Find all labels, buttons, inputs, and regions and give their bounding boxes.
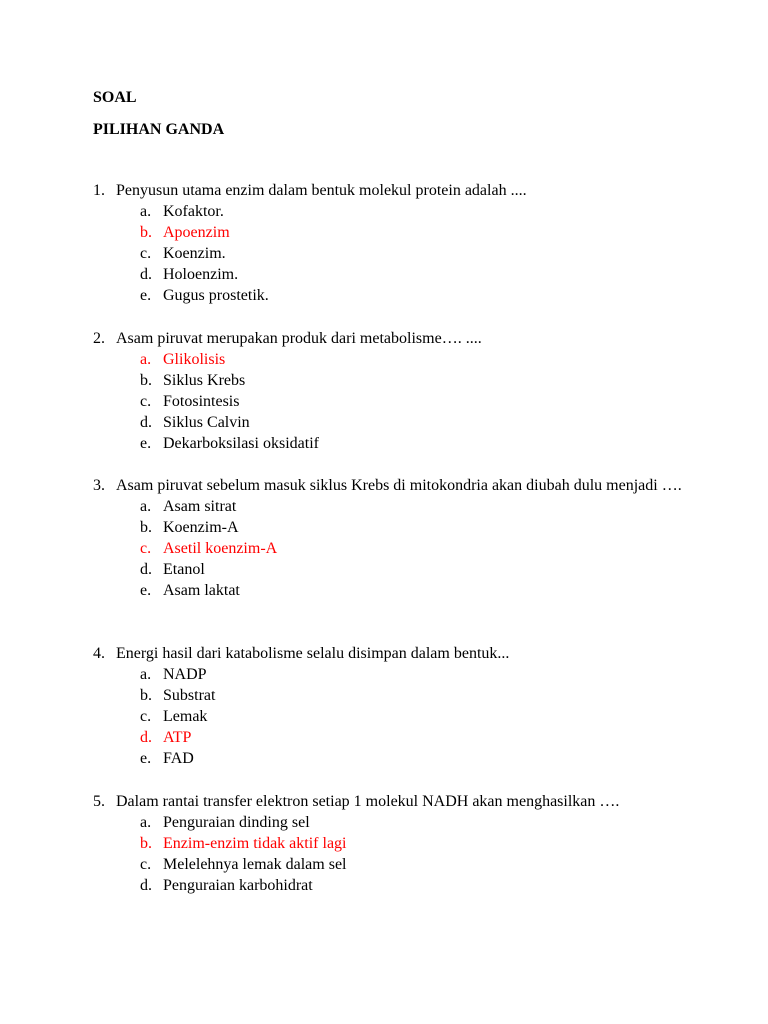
option-text: Asam sitrat xyxy=(163,498,237,515)
option-letter: c. xyxy=(140,856,152,873)
option-list xyxy=(93,812,693,896)
option-text: Kofaktor. xyxy=(163,203,224,220)
option-text: Siklus Krebs xyxy=(163,372,246,389)
option-item xyxy=(93,370,693,391)
option-item xyxy=(93,685,693,706)
option-letter: c. xyxy=(140,393,152,410)
option-item xyxy=(93,748,693,769)
option-letter: e. xyxy=(140,435,152,452)
option-item xyxy=(93,875,693,896)
option-letter: a. xyxy=(140,814,152,831)
option-item xyxy=(93,833,693,854)
option-list xyxy=(93,496,693,601)
option-item xyxy=(93,222,693,243)
option-text: Koenzim. xyxy=(163,245,226,262)
option-letter: c. xyxy=(140,708,152,725)
option-item xyxy=(93,433,693,454)
question-number: 4. xyxy=(93,645,105,662)
question-text-block xyxy=(93,328,693,349)
option-item xyxy=(93,264,693,285)
question-text: Asam piruvat merupakan produk dari metabolisme…. .... xyxy=(116,330,482,347)
option-item xyxy=(93,517,693,538)
option-item xyxy=(93,349,693,370)
option-letter: b. xyxy=(140,687,152,704)
question-number: 5. xyxy=(93,793,105,810)
question-text: Energi hasil dari katabolisme selalu disimpan dalam bentuk... xyxy=(116,645,510,662)
option-text: Koenzim-A xyxy=(163,519,239,536)
question-text-block xyxy=(93,791,693,812)
question-text-block xyxy=(93,180,693,201)
option-letter: d. xyxy=(140,414,152,431)
option-item xyxy=(93,664,693,685)
option-list xyxy=(93,349,693,454)
option-text: Asam laktat xyxy=(163,582,240,599)
option-item xyxy=(93,243,693,264)
option-text: ATP xyxy=(163,729,192,746)
question-number: 3. xyxy=(93,477,105,494)
option-text: Penguraian karbohidrat xyxy=(163,877,313,894)
option-text: Asetil koenzim-A xyxy=(163,540,278,557)
option-text: Fotosintesis xyxy=(163,393,240,410)
option-letter: d. xyxy=(140,729,152,746)
option-text: Lemak xyxy=(163,708,208,725)
option-item xyxy=(93,706,693,727)
question-4 xyxy=(93,643,693,769)
question-3 xyxy=(93,475,693,601)
document-title: SOAL xyxy=(93,89,137,106)
option-letter: d. xyxy=(140,561,152,578)
option-letter: b. xyxy=(140,519,152,536)
option-text: Substrat xyxy=(163,687,216,704)
document-subtitle: PILIHAN GANDA xyxy=(93,121,225,138)
question-1 xyxy=(93,180,693,306)
option-text: Holoenzim. xyxy=(163,266,239,283)
option-text: Apoenzim xyxy=(163,224,230,241)
option-letter: a. xyxy=(140,498,152,515)
question-text: Penyusun utama enzim dalam bentuk molekul protein adalah .... xyxy=(116,182,527,199)
option-item xyxy=(93,580,693,601)
option-item xyxy=(93,496,693,517)
option-item xyxy=(93,201,693,222)
option-item xyxy=(93,812,693,833)
option-letter: d. xyxy=(140,266,152,283)
option-item xyxy=(93,727,693,748)
option-item xyxy=(93,391,693,412)
option-text: Gugus prostetik. xyxy=(163,287,269,304)
option-text: FAD xyxy=(163,750,194,767)
question-text: Asam piruvat sebelum masuk siklus Krebs di mitokondria akan diubah dulu menjadi …. xyxy=(116,477,682,494)
option-letter: c. xyxy=(140,245,152,262)
option-item xyxy=(93,559,693,580)
option-letter: d. xyxy=(140,877,152,894)
option-text: Etanol xyxy=(163,561,205,578)
option-text: Dekarboksilasi oksidatif xyxy=(163,435,319,452)
question-number: 1. xyxy=(93,182,105,199)
question-text: Dalam rantai transfer elektron setiap 1 molekul NADH akan menghasilkan …. xyxy=(116,793,620,810)
option-text: Glikolisis xyxy=(163,351,226,368)
option-letter: b. xyxy=(140,224,152,241)
option-list xyxy=(93,201,693,306)
question-text-block xyxy=(93,475,693,496)
option-letter: a. xyxy=(140,666,152,683)
option-letter: b. xyxy=(140,372,152,389)
option-letter: a. xyxy=(140,203,152,220)
option-item xyxy=(93,538,693,559)
option-item xyxy=(93,854,693,875)
option-text: NADP xyxy=(163,666,207,683)
option-letter: e. xyxy=(140,582,152,599)
option-item xyxy=(93,412,693,433)
option-text: Penguraian dinding sel xyxy=(163,814,310,831)
question-number: 2. xyxy=(93,330,105,347)
option-text: Siklus Calvin xyxy=(163,414,250,431)
question-2 xyxy=(93,328,693,454)
option-list xyxy=(93,664,693,769)
option-letter: a. xyxy=(140,351,152,368)
option-text: Enzim-enzim tidak aktif lagi xyxy=(163,835,347,852)
option-letter: c. xyxy=(140,540,152,557)
option-text: Melelehnya lemak dalam sel xyxy=(163,856,347,873)
option-letter: e. xyxy=(140,750,152,767)
option-item xyxy=(93,285,693,306)
question-5 xyxy=(93,791,693,896)
question-text-block xyxy=(93,643,693,664)
option-letter: e. xyxy=(140,287,152,304)
option-letter: b. xyxy=(140,835,152,852)
